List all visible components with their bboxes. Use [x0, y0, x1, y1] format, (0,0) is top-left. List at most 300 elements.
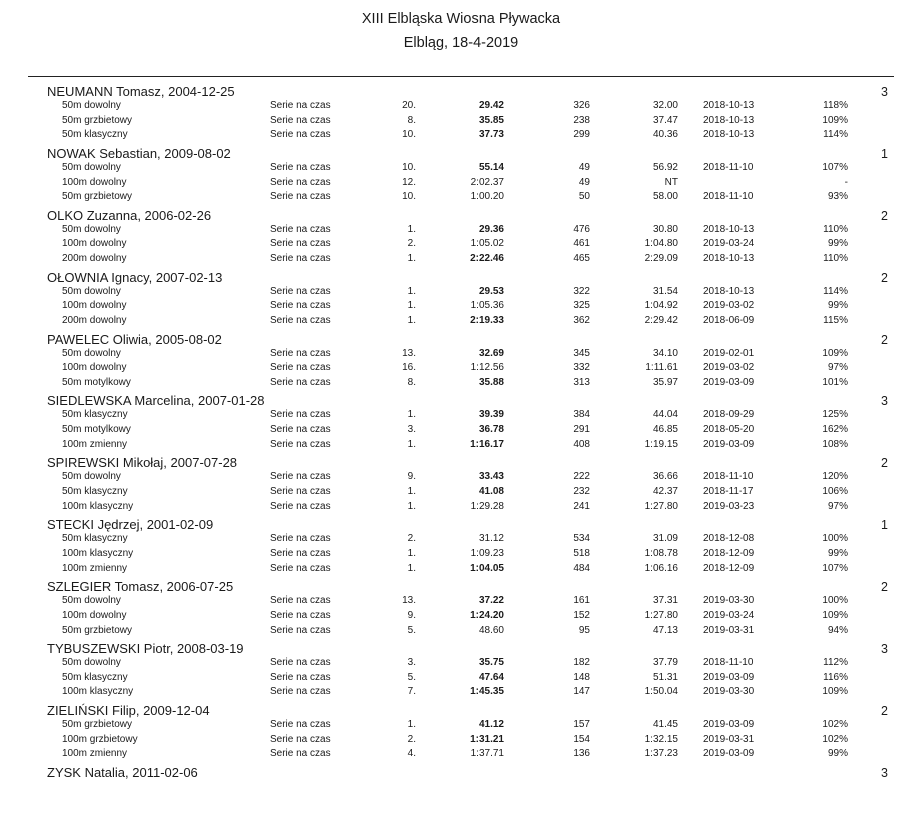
heat-number: 16.: [402, 362, 416, 374]
athlete-entry: [0, 393, 922, 455]
percentage: 102%: [822, 718, 848, 730]
athlete-name: TYBUSZEWSKI Piotr, 2008-03-19: [47, 641, 244, 657]
seed-date: 2018-11-10: [703, 657, 754, 669]
event-name: 100m klasyczny: [62, 500, 134, 512]
points: 476: [573, 223, 590, 235]
result-time: 29.36: [478, 223, 504, 235]
event-name: 100m dowolny: [62, 300, 127, 312]
race-row: [0, 471, 922, 484]
percentage: 99%: [827, 238, 848, 250]
athlete-entry: [0, 703, 922, 765]
points: 182: [573, 657, 590, 669]
seed-date: 2018-10-13: [703, 100, 755, 111]
result-time: 35.85: [478, 114, 504, 126]
points: 332: [573, 362, 590, 374]
seed-time: 1:32.15: [644, 733, 678, 745]
seed-time: 56.92: [652, 161, 678, 173]
round-label: Serie na czas: [270, 500, 331, 512]
event-name: 50m motylkowy: [62, 424, 131, 436]
athlete-entry: [0, 517, 922, 579]
seed-time: 41.45: [652, 718, 678, 730]
seed-time: 37.47: [652, 114, 678, 126]
heat-number: 10.: [402, 129, 416, 141]
heat-number: 13.: [402, 595, 416, 607]
race-count: 3: [881, 765, 888, 780]
percentage: 101%: [822, 376, 848, 388]
seed-time: 1:06.16: [644, 562, 678, 574]
seed-date: 2019-03-24: [703, 238, 755, 250]
race-count: 3: [881, 642, 888, 657]
round-label: Serie na czas: [270, 114, 331, 126]
race-count: 2: [881, 332, 888, 347]
seed-time: 46.85: [652, 424, 678, 436]
race-count: 1: [881, 146, 888, 161]
athlete-name: SIEDLEWSKA Marcelina, 2007-01-28: [47, 393, 265, 409]
event-name: 100m dowolny: [62, 609, 127, 621]
event-name: 50m klasyczny: [62, 671, 128, 683]
heat-number: 8.: [407, 114, 416, 126]
points: 49: [578, 161, 590, 173]
seed-date: 2018-06-09: [703, 315, 755, 327]
seed-time: 1:27.80: [644, 500, 678, 512]
race-count: 3: [881, 85, 888, 99]
athlete-entry: [0, 765, 922, 827]
event-name: 50m grzbietowy: [62, 624, 133, 636]
race-row: [0, 162, 922, 175]
event-name: 100m zmienny: [62, 748, 128, 760]
race-row: [0, 115, 922, 128]
points: 345: [573, 347, 590, 359]
race-row: [0, 501, 922, 514]
percentage: 99%: [827, 748, 848, 760]
race-row: [0, 610, 922, 623]
seed-date: 2018-11-10: [703, 471, 754, 483]
points: 534: [573, 533, 590, 545]
points: 50: [578, 191, 590, 203]
percentage: 100%: [822, 595, 848, 607]
race-row: [0, 533, 922, 546]
round-label: Serie na czas: [270, 253, 331, 265]
result-time: 1:45.35: [470, 686, 504, 698]
race-row: [0, 657, 922, 670]
result-time: 55.14: [478, 161, 504, 173]
points: 384: [573, 409, 590, 421]
result-time: 2:22.46: [470, 253, 504, 265]
percentage: 102%: [822, 733, 848, 745]
seed-time: 58.00: [652, 191, 678, 203]
percentage: 110%: [823, 253, 848, 265]
page-title: XIII Elbląska Wiosna Pływacka: [361, 11, 561, 27]
seed-date: 2018-12-09: [703, 547, 755, 559]
event-name: 50m grzbietowy: [62, 114, 133, 126]
race-row: [0, 563, 922, 576]
heat-number: 5.: [407, 671, 416, 683]
seed-date: 2018-11-10: [703, 191, 754, 203]
round-label: Serie na czas: [270, 409, 331, 421]
points: 148: [573, 671, 590, 683]
points: 157: [573, 718, 590, 730]
seed-date: 2019-03-31: [703, 624, 755, 636]
event-name: 50m dowolny: [62, 100, 121, 111]
result-time: 37.22: [478, 595, 504, 607]
event-name: 100m dowolny: [62, 238, 127, 250]
round-label: Serie na czas: [270, 733, 331, 745]
seed-time: 2:29.09: [644, 253, 678, 265]
percentage: 97%: [827, 362, 848, 374]
round-label: Serie na czas: [270, 686, 331, 698]
event-name: 50m motylkowy: [62, 376, 131, 388]
round-label: Serie na czas: [270, 285, 331, 297]
percentage: 99%: [827, 547, 848, 559]
round-label: Serie na czas: [270, 595, 331, 607]
percentage: 114%: [823, 129, 848, 141]
seed-date: 2018-10-13: [703, 285, 755, 297]
seed-date: 2019-03-30: [703, 595, 755, 607]
athlete-name: ZYSK Natalia, 2011-02-06: [47, 764, 198, 780]
race-row: [0, 191, 922, 204]
heat-number: 1.: [407, 718, 416, 730]
race-row: [0, 315, 922, 328]
points: 154: [573, 733, 590, 745]
event-name: 100m dowolny: [62, 176, 127, 188]
athlete-entry: [0, 332, 922, 394]
points: 326: [573, 100, 590, 111]
athlete-entry: [0, 455, 922, 517]
race-row: [0, 129, 922, 142]
race-row: [0, 672, 922, 685]
points: 518: [573, 547, 590, 559]
seed-date: 2019-03-09: [703, 376, 755, 388]
athlete-name: SZLEGIER Tomasz, 2006-07-25: [47, 579, 234, 595]
heat-number: 1.: [407, 409, 416, 421]
seed-time: 1:11.61: [645, 362, 678, 374]
result-time: 32.69: [478, 347, 504, 359]
athlete-entry: [0, 641, 922, 703]
results-list: [0, 84, 922, 827]
round-label: Serie na czas: [270, 486, 331, 498]
heat-number: 1.: [407, 438, 416, 450]
heat-number: 9.: [407, 609, 416, 621]
result-time: 1:12.56: [470, 362, 504, 374]
race-count: 2: [881, 580, 888, 595]
seed-time: 42.37: [652, 486, 678, 498]
round-label: Serie na czas: [270, 609, 331, 621]
heat-number: 1.: [407, 486, 416, 498]
round-label: Serie na czas: [270, 161, 331, 173]
heat-number: 1.: [407, 300, 416, 312]
seed-time: 1:50.04: [644, 686, 678, 698]
result-time: 29.42: [478, 100, 504, 111]
athlete-name: OLKO Zuzanna, 2006-02-26: [47, 207, 212, 223]
result-time: 2:19.33: [470, 315, 504, 327]
round-label: Serie na czas: [270, 315, 331, 327]
result-time: 41.12: [478, 718, 504, 730]
heat-number: 13.: [402, 347, 416, 359]
event-name: 50m dowolny: [62, 657, 121, 669]
race-row: [0, 409, 922, 422]
athlete-name: SPIREWSKI Mikołaj, 2007-07-28: [47, 455, 238, 471]
percentage: 93%: [827, 191, 848, 203]
percentage: 109%: [822, 686, 848, 698]
points: 152: [573, 609, 590, 621]
race-row: [0, 719, 922, 732]
athlete-entry: [0, 208, 922, 270]
percentage: 114%: [823, 285, 848, 297]
event-name: 50m dowolny: [62, 161, 121, 173]
points: 95: [578, 624, 590, 636]
seed-date: 2019-03-02: [703, 300, 755, 312]
heat-number: 3.: [407, 657, 416, 669]
seed-date: 2018-10-13: [703, 253, 755, 265]
percentage: 110%: [823, 223, 848, 235]
points: 238: [573, 114, 590, 126]
round-label: Serie na czas: [270, 176, 331, 188]
seed-time: 1:04.92: [644, 300, 678, 312]
points: 136: [573, 748, 590, 760]
result-time: 1:04.05: [470, 562, 504, 574]
race-row: [0, 748, 922, 761]
seed-time: 36.66: [652, 471, 678, 483]
event-name: 50m klasyczny: [62, 409, 128, 421]
event-name: 100m zmienny: [62, 562, 128, 574]
race-row: [0, 686, 922, 699]
points: 299: [573, 129, 590, 141]
seed-time: 44.04: [652, 409, 678, 421]
round-label: Serie na czas: [270, 624, 331, 636]
race-row: [0, 238, 922, 251]
round-label: Serie na czas: [270, 129, 331, 141]
round-label: Serie na czas: [270, 718, 331, 730]
race-row: [0, 177, 922, 190]
result-time: 35.88: [478, 376, 504, 388]
round-label: Serie na czas: [270, 376, 331, 388]
seed-date: 2018-11-17: [703, 486, 754, 498]
athlete-entry: [0, 270, 922, 332]
athlete-name: PAWELEC Oliwia, 2005-08-02: [47, 331, 222, 347]
seed-time: 37.31: [652, 595, 678, 607]
round-label: Serie na czas: [270, 533, 331, 545]
race-row: [0, 424, 922, 437]
points: 461: [573, 238, 590, 250]
percentage: 108%: [822, 438, 848, 450]
event-name: 50m klasyczny: [62, 129, 128, 141]
round-label: Serie na czas: [270, 347, 331, 359]
seed-date: 2018-11-10: [703, 161, 754, 173]
seed-time: 2:29.42: [644, 315, 678, 327]
round-label: Serie na czas: [270, 100, 331, 111]
race-row: [0, 224, 922, 237]
seed-date: 2019-03-24: [703, 609, 755, 621]
heat-number: 5.: [407, 624, 416, 636]
heat-number: 9.: [407, 471, 416, 483]
round-label: Serie na czas: [270, 300, 331, 312]
seed-time: 30.80: [652, 223, 678, 235]
seed-date: 2019-02-01: [703, 347, 755, 359]
round-label: Serie na czas: [270, 547, 331, 559]
result-time: 29.53: [478, 285, 504, 297]
seed-time: 40.36: [652, 129, 678, 141]
seed-date: 2019-03-30: [703, 686, 755, 698]
seed-date: 2019-03-23: [703, 500, 755, 512]
result-time: 39.39: [478, 409, 504, 421]
seed-date: 2018-12-08: [703, 533, 755, 545]
race-row: [0, 486, 922, 499]
percentage: 107%: [822, 161, 848, 173]
percentage: 162%: [822, 424, 848, 436]
result-time: 47.64: [478, 671, 504, 683]
points: 161: [573, 595, 590, 607]
seed-date: 2018-12-09: [703, 562, 755, 574]
heat-number: 7.: [407, 686, 416, 698]
round-label: Serie na czas: [270, 362, 331, 374]
percentage: 94%: [827, 624, 848, 636]
seed-date: 2018-10-13: [703, 114, 755, 126]
athlete-name: NOWAK Sebastian, 2009-08-02: [47, 145, 231, 161]
race-row: [0, 548, 922, 561]
race-count: 2: [881, 703, 888, 718]
seed-date: 2019-03-09: [703, 438, 755, 450]
heat-number: 1.: [407, 547, 416, 559]
seed-time: NT: [664, 176, 678, 188]
heat-number: 10.: [402, 191, 416, 203]
seed-date: 2019-03-09: [703, 671, 755, 683]
seed-date: 2018-10-13: [703, 223, 755, 235]
race-count: 2: [881, 270, 888, 285]
seed-time: 1:04.80: [644, 238, 678, 250]
seed-date: 2019-03-09: [703, 748, 755, 760]
race-count: 3: [881, 394, 888, 409]
athlete-name: OŁOWNIA Ignacy, 2007-02-13: [47, 269, 223, 285]
seed-time: 1:27.80: [644, 609, 678, 621]
seed-date: 2018-09-29: [703, 409, 755, 421]
percentage: 120%: [822, 471, 848, 483]
points: 147: [573, 686, 590, 698]
athlete-name: NEUMANN Tomasz, 2004-12-25: [47, 84, 235, 99]
result-time: 1:24.20: [470, 609, 504, 621]
percentage: 109%: [822, 114, 848, 126]
event-name: 50m dowolny: [62, 223, 121, 235]
seed-date: 2018-10-13: [703, 129, 755, 141]
round-label: Serie na czas: [270, 238, 331, 250]
heat-number: 3.: [407, 424, 416, 436]
seed-time: 1:19.15: [644, 438, 678, 450]
points: 49: [578, 176, 590, 188]
round-label: Serie na czas: [270, 438, 331, 450]
result-time: 35.75: [478, 657, 504, 669]
seed-time: 37.79: [652, 657, 678, 669]
result-time: 2:02.37: [470, 176, 504, 188]
points: 465: [573, 253, 590, 265]
seed-date: 2018-05-20: [703, 424, 755, 436]
seed-time: 47.13: [652, 624, 678, 636]
points: 291: [573, 424, 590, 436]
event-name: 100m klasyczny: [62, 686, 134, 698]
event-name: 100m grzbietowy: [62, 733, 138, 745]
race-row: [0, 300, 922, 313]
race-row: [0, 439, 922, 452]
seed-date: 2019-03-31: [703, 733, 755, 745]
heat-number: 2.: [407, 533, 416, 545]
heat-number: 20.: [402, 100, 416, 111]
points: 241: [573, 500, 590, 512]
event-name: 50m dowolny: [62, 471, 121, 483]
page-subtitle: Elbląg, 18-4-2019: [403, 35, 519, 51]
round-label: Serie na czas: [270, 191, 331, 203]
race-row: [0, 734, 922, 747]
heat-number: 8.: [407, 376, 416, 388]
heat-number: 4.: [407, 748, 416, 760]
athlete-name: ZIELIŃSKI Filip, 2009-12-04: [47, 702, 210, 718]
percentage: 106%: [822, 486, 848, 498]
header-divider: [28, 76, 894, 77]
heat-number: 1.: [407, 253, 416, 265]
athlete-entry: [0, 84, 922, 146]
race-count: 2: [881, 456, 888, 471]
points: 313: [573, 376, 590, 388]
heat-number: 10.: [402, 161, 416, 173]
points: 362: [573, 315, 590, 327]
athlete-entry: [0, 146, 922, 208]
seed-time: 31.54: [652, 285, 678, 297]
result-time: 41.08: [478, 486, 504, 498]
percentage: 99%: [827, 300, 848, 312]
race-row: [0, 625, 922, 638]
round-label: Serie na czas: [270, 471, 331, 483]
event-name: 50m klasyczny: [62, 533, 128, 545]
heat-number: 1.: [407, 285, 416, 297]
heat-number: 2.: [407, 733, 416, 745]
points: 325: [573, 300, 590, 312]
race-row: [0, 286, 922, 299]
event-name: 50m grzbietowy: [62, 191, 133, 203]
event-name: 200m dowolny: [62, 253, 127, 265]
result-time: 1:09.23: [470, 547, 504, 559]
athlete-entry: [0, 579, 922, 641]
event-name: 200m dowolny: [62, 315, 127, 327]
heat-number: 1.: [407, 500, 416, 512]
round-label: Serie na czas: [270, 223, 331, 235]
race-count: 1: [881, 518, 888, 533]
round-label: Serie na czas: [270, 657, 331, 669]
result-time: 1:00.20: [470, 191, 504, 203]
seed-date: 2019-03-02: [703, 362, 755, 374]
race-row: [0, 362, 922, 375]
athlete-name: STECKI Jędrzej, 2001-02-09: [47, 517, 214, 533]
result-time: 1:31.21: [470, 733, 504, 745]
race-row: [0, 253, 922, 266]
seed-time: 35.97: [652, 376, 678, 388]
event-name: 100m dowolny: [62, 362, 127, 374]
event-name: 100m zmienny: [62, 438, 128, 450]
percentage: 112%: [823, 657, 848, 669]
seed-time: 1:08.78: [644, 547, 678, 559]
percentage: 125%: [822, 409, 848, 421]
percentage: 116%: [823, 671, 848, 683]
result-time: 37.73: [478, 129, 504, 141]
points: 484: [573, 562, 590, 574]
round-label: Serie na czas: [270, 424, 331, 436]
round-label: Serie na czas: [270, 671, 331, 683]
result-time: 1:05.02: [470, 238, 504, 250]
race-row: [0, 100, 922, 113]
heat-number: 1.: [407, 223, 416, 235]
heat-number: 1.: [407, 562, 416, 574]
result-time: 1:16.17: [470, 438, 504, 450]
event-name: 50m dowolny: [62, 595, 121, 607]
result-time: 31.12: [478, 533, 504, 545]
points: 232: [573, 486, 590, 498]
seed-time: 32.00: [652, 100, 678, 111]
